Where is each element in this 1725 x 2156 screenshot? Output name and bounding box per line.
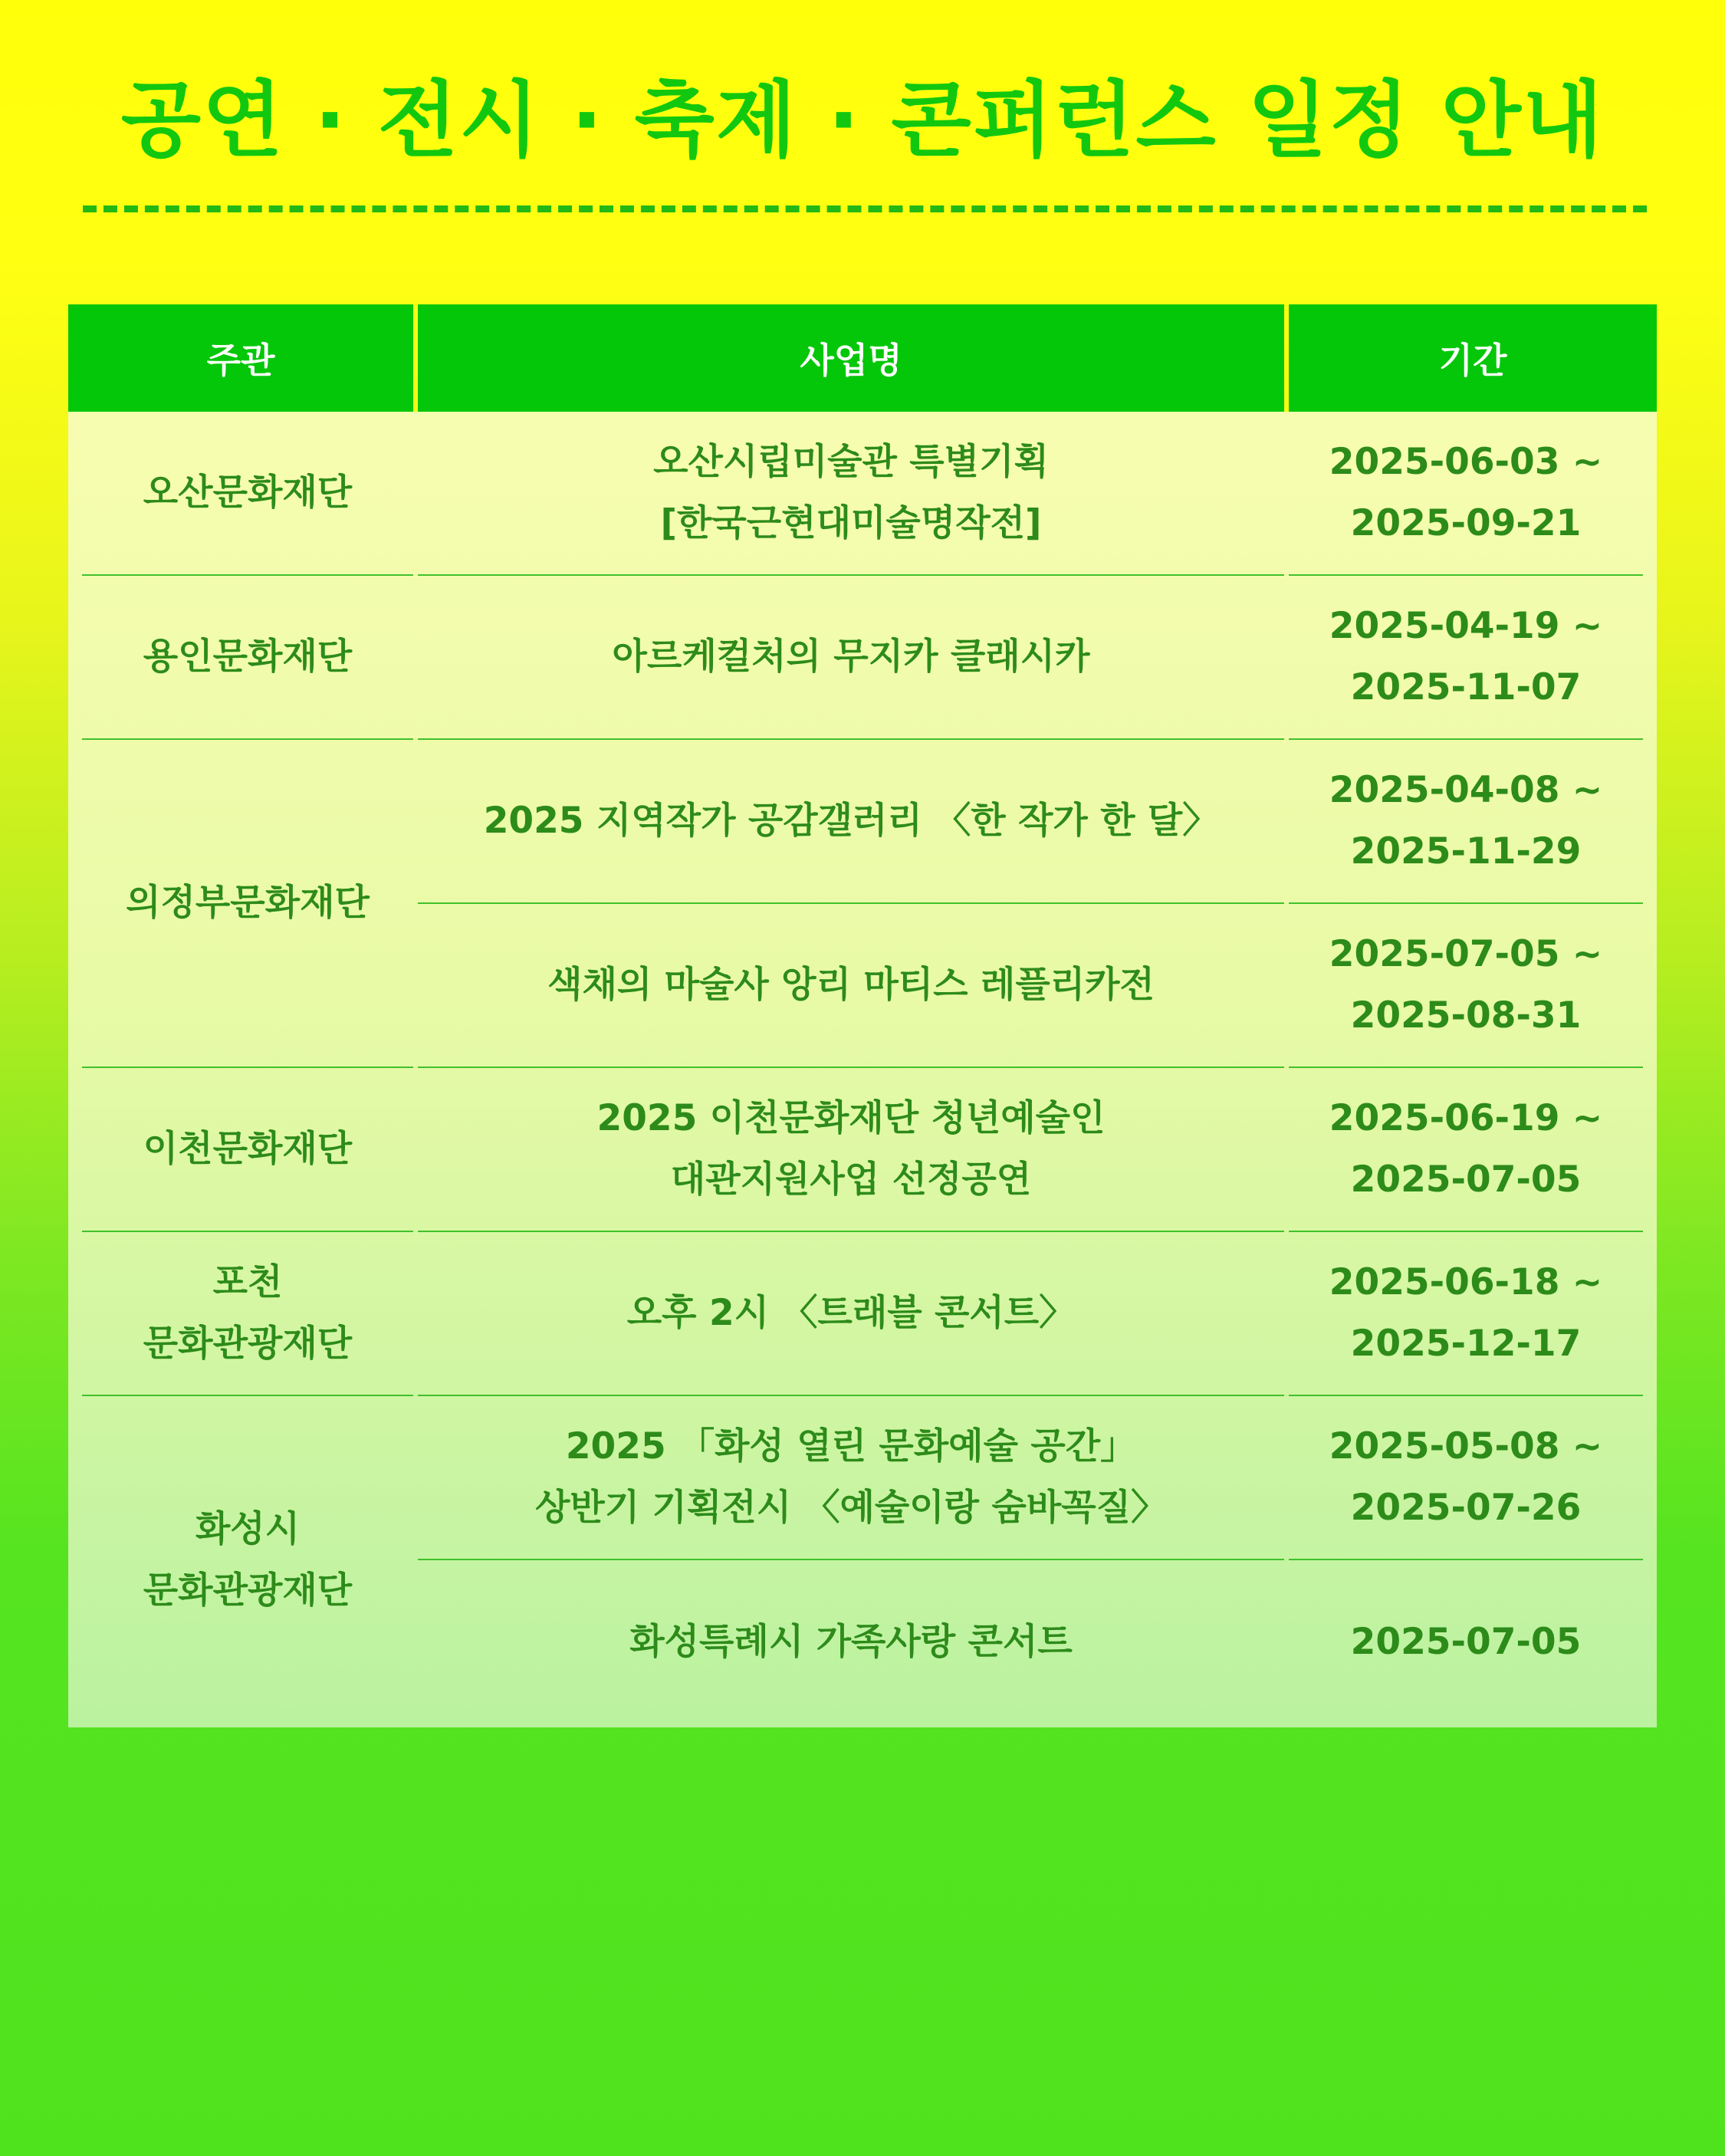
cell-text-line: [한국근현대미술명작전] [660, 502, 1042, 544]
organizer-cell [82, 1068, 413, 1232]
cell-text-stack [143, 1119, 352, 1180]
cell-text-line: 용인문화재단 [143, 636, 353, 678]
cell-text-stack [535, 1416, 1167, 1539]
cell-text-stack [1329, 432, 1602, 554]
cell-text-line: 2025-04-19 ~ [1329, 605, 1603, 647]
period-cell [1289, 412, 1643, 576]
cell-text-line: 2025-06-19 ~ [1329, 1097, 1603, 1139]
cell-text-line: 2025-11-29 [1350, 830, 1582, 873]
header-project-name: 사업명 [418, 304, 1284, 412]
cell-text-line: 2025-08-31 [1350, 994, 1582, 1037]
period-cell [1289, 1232, 1643, 1396]
period-cell [1289, 576, 1643, 740]
cell-text-line: 오산문화재단 [143, 472, 353, 514]
project-name-cell [418, 1560, 1284, 1724]
period-cell [1289, 1560, 1643, 1724]
period-cell [1289, 740, 1643, 904]
cell-text-line: 문화관광재단 [143, 1569, 353, 1612]
cell-text-line: 문화관광재단 [143, 1323, 353, 1365]
cell-text-stack [143, 1252, 352, 1375]
project-name-cell [418, 1396, 1284, 1560]
organizer-cell [82, 576, 413, 740]
cell-text-stack [1329, 760, 1602, 882]
cell-text-stack [1351, 1612, 1582, 1673]
project-name-cell [418, 576, 1284, 740]
cell-text-stack [143, 626, 352, 688]
organizer-cell [82, 1396, 413, 1724]
cell-text-stack [1329, 1088, 1602, 1211]
cell-text-line: 2025 이천문화재단 청년예술인 [596, 1097, 1106, 1139]
project-name-cell [418, 904, 1284, 1068]
cell-text-line: 오산시립미술관 특별기획 [653, 441, 1049, 483]
cell-text-line: 오후 2시 〈트래블 콘서트〉 [626, 1292, 1076, 1334]
organizer-cell [82, 412, 413, 576]
cell-text-line: 2025-06-03 ~ [1329, 441, 1603, 483]
project-name-cell [418, 412, 1284, 576]
cell-text-line: 대관지원사업 선정공연 [670, 1159, 1032, 1201]
cell-text-line: 2025-06-18 ~ [1329, 1261, 1603, 1303]
cell-text-line: 2025-09-21 [1350, 502, 1582, 544]
project-name-cell [418, 740, 1284, 904]
cell-text-line: 2025-11-07 [1350, 666, 1582, 708]
cell-text-line: 2025-07-05 [1350, 1159, 1582, 1201]
cell-text-stack [613, 626, 1090, 688]
cell-text-line: 2025-04-08 ~ [1329, 769, 1603, 811]
organizer-cell [82, 740, 413, 1068]
dashed-divider [83, 205, 1647, 212]
cell-text-line: 포천 [212, 1261, 283, 1303]
cell-text-stack [143, 462, 352, 524]
cell-text-stack [1329, 1416, 1602, 1539]
cell-text-line: 2025-07-26 [1350, 1487, 1582, 1529]
organizer-cell [82, 1232, 413, 1396]
project-name-cell [418, 1232, 1284, 1396]
cell-text-line: 상반기 기획전시 〈예술이랑 숨바꼭질〉 [534, 1487, 1168, 1529]
cell-text-stack [597, 1088, 1106, 1211]
page-title: 공연 · 전시 · 축제 · 콘퍼런스 일정 안내 [120, 73, 1605, 169]
cell-text-line: 2025-12-17 [1350, 1323, 1582, 1365]
period-cell [1289, 1396, 1643, 1560]
cell-text-line: 아르케컬처의 무지카 클래시카 [612, 636, 1090, 678]
cell-text-stack [1329, 596, 1602, 718]
table-body [68, 412, 1657, 1727]
cell-text-stack [627, 1283, 1075, 1344]
cell-text-line: 이천문화재단 [143, 1128, 353, 1170]
period-cell [1289, 1068, 1643, 1232]
cell-text-stack [653, 432, 1049, 554]
cell-text-line: 색채의 마술사 앙리 마티스 레플리카전 [547, 964, 1155, 1006]
cell-text-line: 화성시 [195, 1508, 301, 1550]
cell-text-stack [629, 1612, 1073, 1673]
cell-text-stack [547, 955, 1155, 1016]
cell-text-line: 2025-07-05 [1350, 1621, 1582, 1663]
schedule-table [68, 304, 1657, 1727]
cell-text-stack [1329, 1252, 1602, 1375]
header-organizer: 주관 [68, 304, 413, 412]
cell-text-line: 화성특례시 가족사랑 콘서트 [629, 1621, 1073, 1663]
period-cell [1289, 904, 1643, 1068]
cell-text-line: 2025-07-05 ~ [1329, 933, 1603, 975]
cell-text-line: 2025 「화성 열린 문화예술 공간」 [565, 1425, 1137, 1467]
cell-text-line: 2025-05-08 ~ [1329, 1425, 1603, 1467]
cell-text-line: 의정부문화재단 [126, 882, 370, 924]
cell-text-stack [143, 1499, 352, 1622]
cell-text-stack [484, 790, 1219, 852]
project-name-cell [418, 1068, 1284, 1232]
cell-text-stack [1329, 924, 1602, 1047]
cell-text-line: 2025 지역작가 공감갤러리 〈한 작가 한 달〉 [483, 800, 1219, 842]
cell-text-stack [126, 873, 370, 934]
header-period: 기간 [1289, 304, 1657, 412]
